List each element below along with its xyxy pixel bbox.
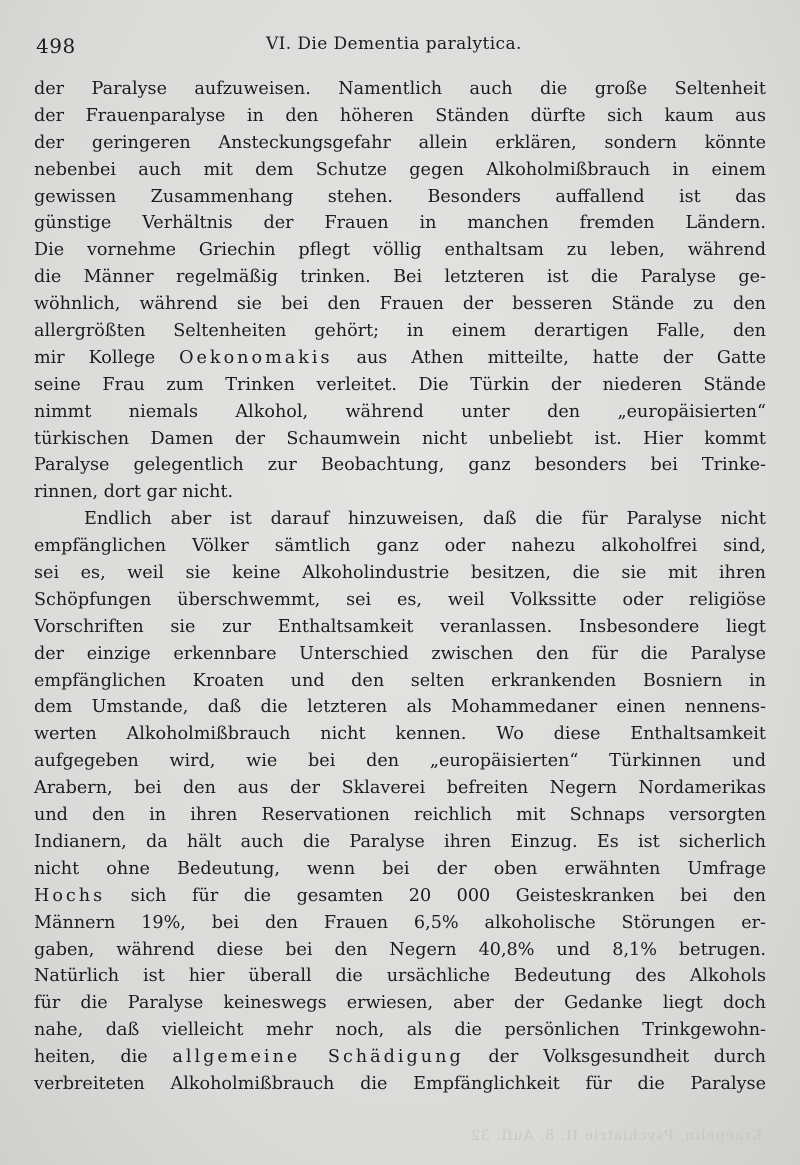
text-line: wöhnlich, während sie bei den Frauen der besseren Stände zu den bbox=[34, 294, 766, 315]
text-line: nebenbei auch mit dem Schutze gegen Alkoholmißbrauch in einem bbox=[34, 159, 766, 180]
bleed-through-text: Kraepelin, Psychiatrie II. 8. Aufl. 32 bbox=[470, 1128, 763, 1144]
text-line: der geringeren Ansteckungsgefahr allein erklären, sondern könnte bbox=[34, 132, 766, 153]
running-title: VI. Die Dementia paralytica. bbox=[266, 34, 522, 54]
text-line: der Paralyse aufzuweisen. Namentlich auch die große Seltenheit bbox=[34, 79, 766, 99]
text-line: heiten, die allgemeine Schädigung der Volksgesundheit durch bbox=[34, 1047, 767, 1068]
emphasized-name: Oekonomakis bbox=[179, 347, 333, 368]
text-line: Die vornehme Griechin pflegt völlig enthaltsam zu leben, während bbox=[34, 240, 766, 261]
page-header bbox=[36, 30, 766, 60]
text-line: empfänglichen Völker sämtlich ganz oder nahezu alkoholfrei sind, bbox=[34, 536, 766, 557]
text-line: rinnen, dort gar nicht. bbox=[34, 482, 234, 503]
emphasized-name: Hochs bbox=[34, 885, 106, 906]
text-line: seine Frau zum Trinken verleitet. Die Türkin der niederen Stände bbox=[34, 374, 766, 395]
text-line: Endlich aber ist darauf hinzuweisen, daß die für Paralyse nicht bbox=[84, 509, 766, 530]
emphasized-name: allgemeine Schädigung bbox=[172, 1047, 464, 1068]
text-line: die Männer regelmäßig trinken. Bei letzteren ist die Paralyse ge- bbox=[34, 267, 766, 288]
text-line: mir Kollege Oekonomakis aus Athen mitteilte, hatte der Gatte bbox=[34, 347, 766, 368]
text-line: der einzige erkennbare Unterschied zwischen den für die Paralyse bbox=[34, 643, 766, 664]
text-line: Hochs sich für die gesamten 20 000 Geisteskranken bei den bbox=[34, 885, 766, 906]
text-line: Vorschriften sie zur Enthaltsamkeit veranlassen. Insbesondere liegt bbox=[34, 616, 766, 637]
text-line: aufgegeben wird, wie bei den „europäisierten“ Türkinnen und bbox=[34, 751, 766, 772]
text-line: gaben, während diese bei den Negern 40,8% und 8,1% betrugen. bbox=[34, 939, 766, 960]
text-line: werten Alkoholmißbrauch nicht kennen. Wo diese Enthaltsamkeit bbox=[34, 724, 766, 745]
text-line: der Frauenparalyse in den höheren Ständen dürfte sich kaum aus bbox=[34, 105, 766, 126]
text-line: Männern 19%, bei den Frauen 6,5% alkoholische Störungen er- bbox=[34, 912, 766, 933]
text-line: Natürlich ist hier überall die ursächliche Bedeutung des Alkohols bbox=[34, 966, 766, 987]
text-line: empfänglichen Kroaten und den selten erkrankenden Bosniern in bbox=[34, 670, 766, 691]
text-line: nimmt niemals Alkohol, während unter den „europäisierten“ bbox=[34, 401, 766, 422]
text-line: allergrößten Seltenheiten gehört; in einem derartigen Falle, den bbox=[34, 321, 766, 342]
body-text bbox=[34, 76, 766, 1098]
text-line: nicht ohne Bedeutung, wenn bei der oben erwähnten Umfrage bbox=[34, 858, 766, 879]
text-line: Schöpfungen überschwemmt, sei es, weil Volkssitte oder religiöse bbox=[34, 589, 766, 610]
text-line: dem Umstande, daß die letzteren als Mohammedaner einen nennens- bbox=[34, 697, 766, 718]
page-number: 498 bbox=[36, 34, 76, 58]
text-line: nahe, daß vielleicht mehr noch, als die persönlichen Trinkgewohn- bbox=[34, 1020, 766, 1041]
text-line: Paralyse gelegentlich zur Beobachtung, ganz besonders bei Trinke- bbox=[34, 455, 766, 476]
text-line: türkischen Damen der Schaumwein nicht unbeliebt ist. Hier kommt bbox=[34, 428, 766, 449]
text-line: und den in ihren Reservationen reichlich mit Schnaps versorgten bbox=[34, 805, 766, 826]
text-line: Arabern, bei den aus der Sklaverei befreiten Negern Nordamerikas bbox=[34, 778, 766, 799]
text-line: für die Paralyse keineswegs erwiesen, aber der Gedanke liegt doch bbox=[34, 993, 766, 1014]
text-line: sei es, weil sie keine Alkoholindustrie besitzen, die sie mit ihren bbox=[34, 563, 766, 584]
text-line: gewissen Zusammenhang stehen. Besonders auffallend ist das bbox=[34, 186, 766, 207]
text-line: Indianern, da hält auch die Paralyse ihren Einzug. Es ist sicherlich bbox=[34, 831, 766, 852]
text-line: verbreiteten Alkoholmißbrauch die Empfänglichkeit für die Paralyse bbox=[34, 1073, 766, 1094]
text-line: günstige Verhältnis der Frauen in manchen fremden Ländern. bbox=[34, 213, 766, 234]
